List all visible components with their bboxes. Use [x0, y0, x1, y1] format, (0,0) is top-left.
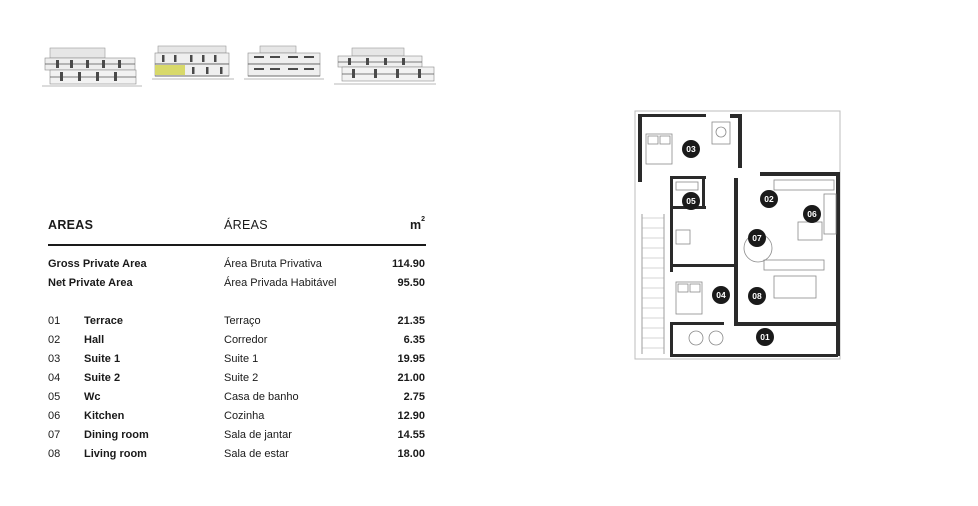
- plan-badge-04: [712, 286, 730, 304]
- plan-badge-06: [803, 205, 821, 223]
- room-row: [48, 369, 426, 388]
- room-row: [48, 407, 426, 426]
- room-name-en: Suite 2: [84, 372, 121, 384]
- svg-text:01: 01: [760, 332, 770, 342]
- room-number: 04: [48, 372, 61, 384]
- plan-badge-02: [760, 190, 778, 208]
- plan-badge-08: [748, 287, 766, 305]
- room-number: 01: [48, 315, 61, 327]
- building-view-4[interactable]: [332, 40, 436, 92]
- room-name-pt: Corredor: [224, 334, 268, 346]
- summary-label-en: Net Private Area: [48, 277, 133, 289]
- room-name-pt: Casa de banho: [224, 391, 299, 403]
- plan-badge-03: [682, 140, 700, 158]
- plan-badge-01: [756, 328, 774, 346]
- room-number: 07: [48, 429, 61, 441]
- room-row: [48, 426, 426, 445]
- floor-plan: [634, 110, 842, 362]
- room-name-en: Kitchen: [84, 410, 125, 422]
- room-name-en: Hall: [84, 334, 105, 346]
- svg-text:03: 03: [686, 144, 696, 154]
- room-row: [48, 445, 426, 464]
- summary-label-pt: Área Bruta Privativa: [224, 258, 322, 270]
- svg-text:08: 08: [752, 291, 762, 301]
- summary-value: 95.50: [397, 277, 425, 289]
- room-area: 2.75: [403, 391, 425, 403]
- room-name-pt: Terraço: [224, 315, 261, 327]
- svg-text:04: 04: [716, 290, 726, 300]
- plan-badge-07: [748, 229, 766, 247]
- room-number: 05: [48, 391, 61, 403]
- room-name-pt: Suite 2: [224, 372, 259, 384]
- room-name-pt: Cozinha: [224, 410, 265, 422]
- building-view-3[interactable]: [244, 40, 324, 92]
- room-number: 02: [48, 334, 61, 346]
- room-row: [48, 312, 426, 331]
- room-name-en: Terrace: [84, 315, 123, 327]
- svg-text:05: 05: [686, 196, 696, 206]
- svg-text:06: 06: [807, 209, 817, 219]
- room-area: 18.00: [397, 448, 425, 460]
- room-name-pt: Sala de jantar: [224, 429, 292, 441]
- svg-text:07: 07: [752, 233, 762, 243]
- room-area: 6.35: [403, 334, 425, 346]
- room-name-en: Living room: [84, 448, 147, 460]
- room-number: 03: [48, 353, 61, 365]
- summary-row: [48, 255, 426, 274]
- terrace-stripes: [642, 218, 664, 348]
- room-name-pt: Suite 1: [224, 353, 259, 365]
- header-unit: $m^2$: [409, 216, 425, 232]
- room-name-en: Dining room: [84, 429, 149, 441]
- building-elevation-thumbnails: [42, 40, 442, 92]
- svg-text:02: 02: [764, 194, 774, 204]
- header-areas-en: AREAS: [48, 218, 94, 232]
- summary-label-en: Gross Private Area: [48, 258, 147, 270]
- header-areas-pt: ÁREAS: [224, 218, 268, 232]
- areas-table-header: [48, 214, 426, 246]
- summary-label-pt: Área Privada Habitável: [224, 277, 337, 289]
- building-view-2-highlighted[interactable]: [152, 40, 234, 92]
- room-area: 19.95: [397, 353, 425, 365]
- room-number: 06: [48, 410, 61, 422]
- room-name-pt: Sala de estar: [224, 448, 289, 460]
- building-view-1[interactable]: [42, 40, 142, 92]
- room-area: 21.00: [397, 372, 425, 384]
- room-row: [48, 331, 426, 350]
- room-row: [48, 350, 426, 369]
- summary-row: [48, 274, 426, 293]
- room-name-en: Suite 1: [84, 353, 121, 365]
- room-area: 14.55: [397, 429, 425, 441]
- room-name-en: Wc: [84, 391, 101, 403]
- room-number: 08: [48, 448, 61, 460]
- summary-value: 114.90: [391, 258, 425, 270]
- room-area: 21.35: [397, 315, 425, 327]
- room-row: [48, 388, 426, 407]
- plan-badge-05: [682, 192, 700, 210]
- areas-table: [48, 214, 426, 464]
- room-area: 12.90: [397, 410, 425, 422]
